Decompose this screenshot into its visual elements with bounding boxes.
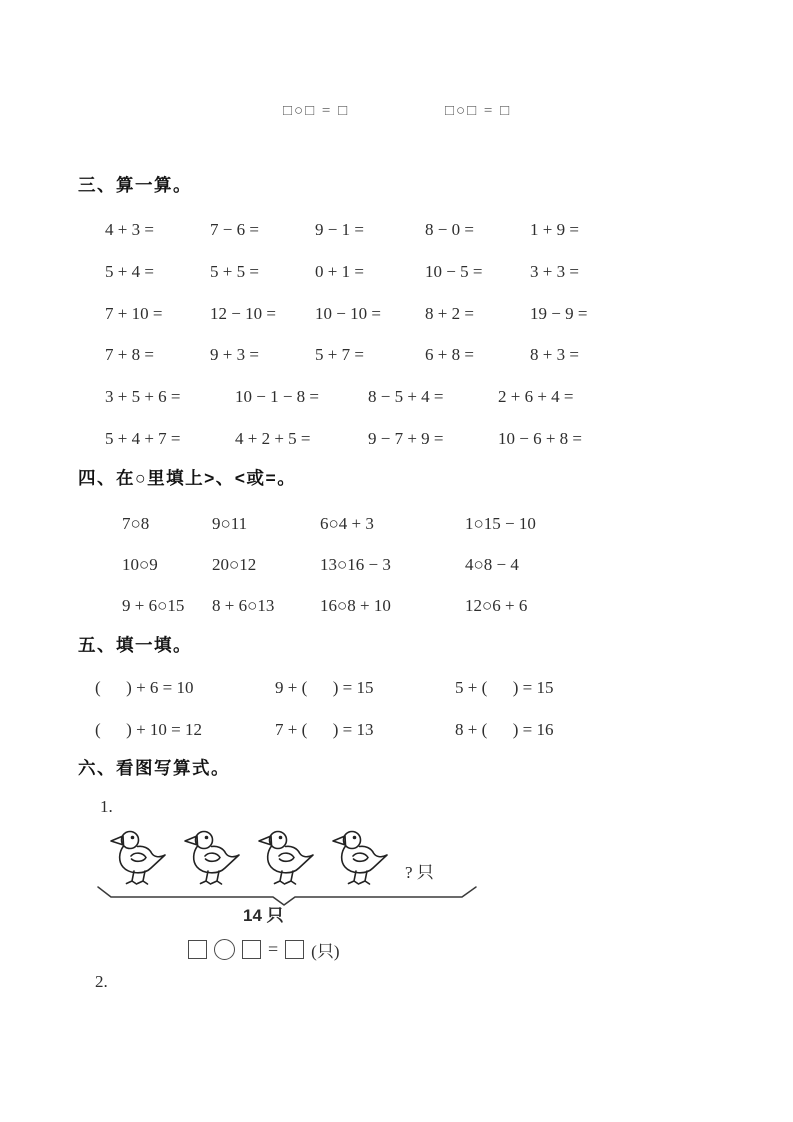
duck-icon	[108, 825, 172, 887]
math-problem: 1 + 9 =	[530, 220, 579, 239]
math-problem: 7 − 6 =	[210, 220, 259, 239]
answer-equation	[188, 937, 339, 962]
fill-blank-problem: ( ) + 6 = 10	[95, 678, 194, 697]
compare-problem: 8 + 6○13	[212, 596, 275, 615]
calc-row-1	[105, 220, 725, 240]
fill-blank-problem: ( ) + 10 = 12	[95, 720, 202, 739]
compare-row-3	[122, 596, 722, 616]
fill-blank-problem: 7 + ( ) = 13	[275, 720, 374, 739]
math-problem: 8 + 2 =	[425, 304, 474, 323]
math-problem: 12 − 10 =	[210, 304, 276, 323]
compare-problem: 13○16 − 3	[320, 555, 391, 574]
brace-under-ducks	[95, 884, 480, 908]
calc-row-6	[105, 429, 725, 449]
math-problem: 4 + 2 + 5 =	[235, 429, 311, 448]
compare-problem: 16○8 + 10	[320, 596, 391, 615]
compare-row-1	[122, 514, 722, 534]
compare-problem: 10○9	[122, 555, 158, 574]
math-problem: 3 + 5 + 6 =	[105, 387, 181, 406]
template-equation-1: □○□ = □	[283, 103, 350, 119]
math-problem: 7 + 10 =	[105, 304, 163, 323]
answer-box-result	[285, 940, 304, 959]
compare-problem: 9 + 6○15	[122, 596, 185, 615]
operator-circle	[214, 939, 235, 960]
math-problem: 8 − 0 =	[425, 220, 474, 239]
math-problem: 5 + 4 + 7 =	[105, 429, 181, 448]
unit-label: (只)	[311, 942, 340, 961]
math-problem: 8 + 3 =	[530, 345, 579, 364]
fill-blank-problem: 5 + ( ) = 15	[455, 678, 554, 697]
math-problem: 6 + 8 =	[425, 345, 474, 364]
section5-heading: 五、填一填。	[78, 635, 192, 655]
compare-problem: 4○8 − 4	[465, 555, 519, 574]
compare-problem: 1○15 − 10	[465, 514, 536, 533]
compare-problem: 9○11	[212, 514, 248, 533]
section6-heading: 六、看图写算式。	[78, 758, 230, 778]
duck-icon	[330, 825, 394, 887]
compare-row-2	[122, 555, 722, 575]
math-problem: 4 + 3 =	[105, 220, 154, 239]
math-problem: 5 + 5 =	[210, 262, 259, 281]
section4-heading: 四、在○里填上>、<或=。	[78, 468, 297, 488]
duck-icon	[256, 825, 320, 887]
compare-problem: 6○4 + 3	[320, 514, 374, 533]
math-problem: 7 + 8 =	[105, 345, 154, 364]
compare-problem: 20○12	[212, 555, 257, 574]
fill-row-1	[95, 678, 715, 698]
math-problem: 5 + 7 =	[315, 345, 364, 364]
math-problem: 10 − 5 =	[425, 262, 483, 281]
fill-row-2	[95, 720, 715, 740]
calc-row-2	[105, 262, 725, 282]
math-problem: 2 + 6 + 4 =	[498, 387, 574, 406]
duck-icon	[182, 825, 246, 887]
problem-number-1: 1.	[100, 797, 113, 816]
total-count-label: 14 只	[243, 906, 284, 925]
math-problem: 8 − 5 + 4 =	[368, 387, 444, 406]
math-problem: 0 + 1 =	[315, 262, 364, 281]
unknown-count-label: ? 只	[405, 863, 434, 882]
compare-problem: 7○8	[122, 514, 150, 533]
answer-box-first	[188, 940, 207, 959]
calc-row-5	[105, 387, 725, 407]
equals-sign: =	[268, 939, 279, 959]
fill-blank-problem: 9 + ( ) = 15	[275, 678, 374, 697]
math-problem: 9 + 3 =	[210, 345, 259, 364]
math-problem: 9 − 1 =	[315, 220, 364, 239]
ducks-illustration	[108, 825, 394, 887]
math-problem: 19 − 9 =	[530, 304, 588, 323]
math-problem: 10 − 10 =	[315, 304, 381, 323]
compare-problem: 12○6 + 6	[465, 596, 528, 615]
math-problem: 9 − 7 + 9 =	[368, 429, 444, 448]
calc-row-3	[105, 304, 725, 324]
section3-heading: 三、算一算。	[78, 175, 192, 195]
math-problem: 5 + 4 =	[105, 262, 154, 281]
fill-blank-problem: 8 + ( ) = 16	[455, 720, 554, 739]
math-problem: 10 − 1 − 8 =	[235, 387, 320, 406]
problem-number-2: 2.	[95, 972, 108, 991]
answer-box-second	[242, 940, 261, 959]
template-equation-2: □○□ = □	[445, 103, 512, 119]
math-problem: 10 − 6 + 8 =	[498, 429, 583, 448]
math-problem: 3 + 3 =	[530, 262, 579, 281]
calc-row-4	[105, 345, 725, 365]
